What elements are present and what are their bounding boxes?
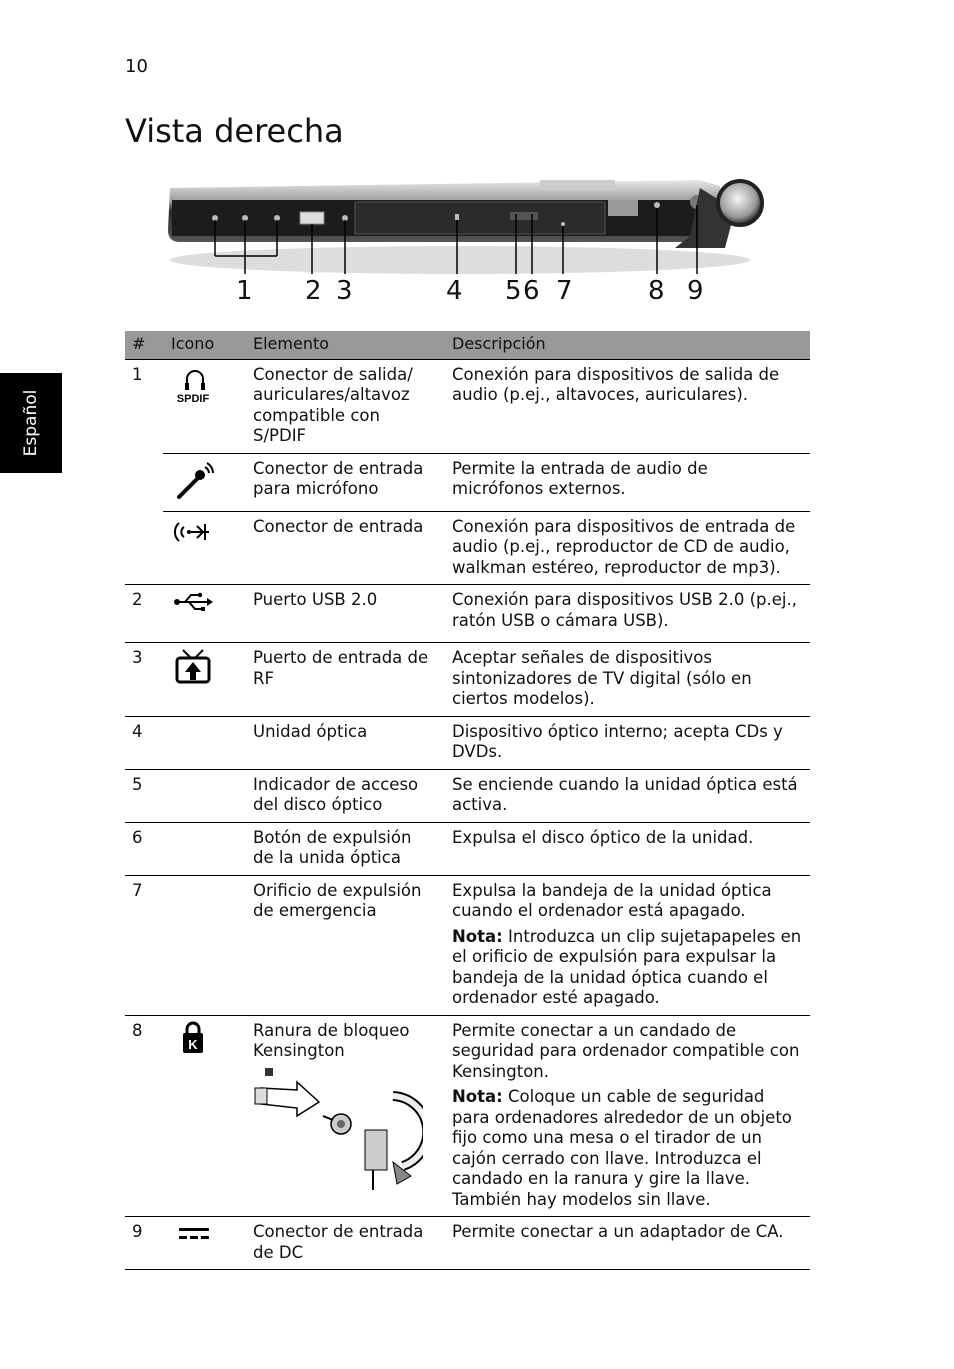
microphone-icon xyxy=(171,459,215,503)
table-header-row: # Icono Elemento Descripción xyxy=(125,331,810,359)
callout-8: 8 xyxy=(648,276,665,306)
note: Nota: Introduzca un clip sujetapapeles en el orificio de expulsión para expulsar la bandeja de la unidad óptica cuando el ordenador esté apagado. xyxy=(452,926,802,1007)
svg-text:K: K xyxy=(188,1036,198,1052)
table-row: 5 Indicador de acceso del disco óptico Se enciende cuando la unidad óptica está activa. xyxy=(125,769,810,822)
table-row: 7 Orificio de expulsión de emergencia Expulsa la bandeja de la unidad óptica cuando el ordenador está apagado. Nota: Introduzca un clip sujetapapeles en el orificio de expulsión para expulsar la bandeja de la unidad óptica cuando el ordenador esté apagado. xyxy=(125,875,810,1015)
callout-6: 6 xyxy=(523,276,540,306)
callout-3: 3 xyxy=(336,276,353,306)
table-row: 1 SPDIF Conector de salida/ auriculares/altavoz compatible con S/PDIF Conexión para dispositivos de salida de audio (p.ej., altavoces, auriculares). xyxy=(125,359,810,453)
note: Nota: Coloque un cable de seguridad para ordenadores alrededor de un objeto fijo como una mesa o el tirador de un cajón cerrado con llave. Introduzca el candado en la ranura y gire la llave. También hay modelos sin llave. xyxy=(452,1087,792,1209)
callout-4: 4 xyxy=(446,276,463,306)
table-row: Conector de entrada Conexión para dispositivos de entrada de audio (p.ej., reproductor de CD de audio, walkman estéreo, reproductor de mp3). xyxy=(125,511,810,585)
table-row: 2 Puerto USB 2.0 Conexión para dispositivos USB 2.0 (p.ej., ratón USB o cámara USB). xyxy=(125,585,810,643)
table-row: 9 Conector de entrada de DC Permite conectar a un adaptador de CA. xyxy=(125,1217,810,1270)
callout-9: 9 xyxy=(687,276,704,306)
headphones-spdif-icon xyxy=(171,365,215,405)
kensington-lock-icon xyxy=(171,1021,215,1055)
table-row: 4 Unidad óptica Dispositivo óptico interno; acepta CDs y DVDs. xyxy=(125,716,810,769)
table-row: Conector de entrada para micrófono Permite la entrada de audio de micrófonos externos. xyxy=(125,453,810,511)
table-row: 3 Puerto de entrada de RF Aceptar señales de dispositivos sintonizadores de TV digital (sólo en ciertos modelos). xyxy=(125,643,810,717)
table-row: 6 Botón de expulsión de la unida óptica Expulsa el disco óptico de la unidad. xyxy=(125,822,810,875)
rf-antenna-icon xyxy=(171,648,215,686)
kensington-lock-illustration xyxy=(253,1066,423,1191)
usb-icon xyxy=(171,590,215,614)
callout-7: 7 xyxy=(556,276,573,306)
page-title: Vista derecha xyxy=(125,112,344,150)
svg-text:SPDIF: SPDIF xyxy=(176,392,210,405)
callout-1: 1 xyxy=(236,276,253,306)
line-in-icon xyxy=(171,517,215,547)
page-number: 10 xyxy=(125,56,148,77)
figure-callout-numbers xyxy=(0,276,954,316)
callout-5: 5 xyxy=(505,276,522,306)
dc-in-icon xyxy=(171,1222,215,1246)
table-row: 8 K Ranura de bloqueo Kensington Permite conectar a un candado de seguridad para ordenador compatible con Kensington. Nota: Coloque un cable de seguridad para ordenadores alrededor de un objeto fijo como una mesa o el tirador de un cajón cerrado con llave. Introduzca el candado en la ranura y gire la llave. También hay modelos sin llave. xyxy=(125,1015,810,1217)
language-tab: Español xyxy=(0,373,62,473)
ports-table xyxy=(125,331,810,1270)
callout-2: 2 xyxy=(305,276,322,306)
